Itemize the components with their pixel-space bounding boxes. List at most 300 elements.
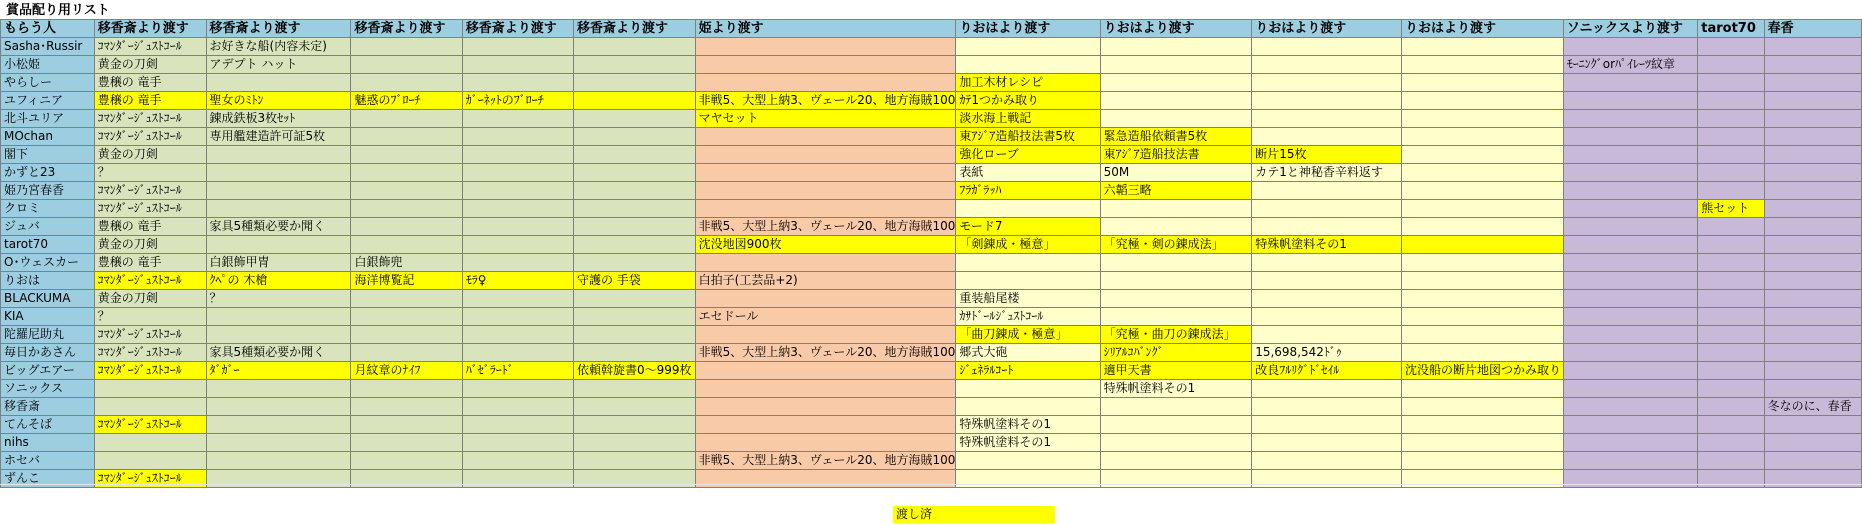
prize-cell[interactable]: 非戦5、大型上納3、ヴェール20、地方海賊100 [695, 452, 956, 470]
prize-cell[interactable] [351, 56, 462, 74]
prize-cell[interactable] [956, 56, 1100, 74]
prize-cell[interactable] [573, 200, 695, 218]
prize-cell[interactable]: 依頼斡旋書0～999枚 [573, 362, 695, 380]
prize-cell[interactable] [695, 254, 956, 272]
prize-cell[interactable]: ｶｻﾄﾞｰﾙｼﾞｭｽﾄｺｰﾙ [956, 308, 1100, 326]
prize-cell[interactable] [573, 344, 695, 362]
prize-cell[interactable] [1100, 290, 1252, 308]
prize-cell[interactable]: 強化ローブ [956, 146, 1100, 164]
prize-cell[interactable] [206, 434, 351, 452]
prize-cell[interactable] [1698, 74, 1764, 92]
prize-cell[interactable] [573, 254, 695, 272]
prize-cell[interactable] [462, 452, 573, 470]
prize-cell[interactable]: 50M [1100, 164, 1252, 182]
prize-cell[interactable] [1100, 110, 1252, 128]
prize-cell[interactable]: アデプト ハット [206, 56, 351, 74]
prize-cell[interactable]: 郷式大砲 [956, 344, 1100, 362]
prize-cell[interactable] [695, 182, 956, 200]
prize-cell[interactable] [206, 326, 351, 344]
prize-cell[interactable] [1764, 110, 1861, 128]
prize-cell[interactable] [351, 380, 462, 398]
prize-cell[interactable] [695, 128, 956, 146]
prize-cell[interactable] [573, 380, 695, 398]
prize-cell[interactable]: 家具5種類必要か聞く [206, 344, 351, 362]
header-cell[interactable]: ソニックスより渡す [1563, 20, 1698, 38]
prize-cell[interactable] [1100, 200, 1252, 218]
prize-cell[interactable] [1252, 290, 1402, 308]
prize-cell[interactable] [351, 308, 462, 326]
prize-cell[interactable]: 聖女のﾐﾄﾝ [206, 92, 351, 110]
prize-cell[interactable] [1764, 164, 1861, 182]
prize-cell[interactable]: ｺﾏﾝﾀﾞｰｼﾞｭｽﾄｺｰﾙ [94, 110, 206, 128]
prize-cell[interactable] [1402, 164, 1564, 182]
header-cell[interactable]: tarot70 [1698, 20, 1764, 38]
recipient-cell[interactable]: かずと23 [1, 164, 95, 182]
prize-cell[interactable]: 淡水海上戦記 [956, 110, 1100, 128]
header-cell[interactable]: もらう人 [1, 20, 95, 38]
prize-cell[interactable] [1698, 218, 1764, 236]
prize-cell[interactable]: 家具5種類必要か聞く [206, 218, 351, 236]
prize-cell[interactable] [1764, 290, 1861, 308]
prize-cell[interactable]: 豊穣の 竜手 [94, 218, 206, 236]
prize-cell[interactable]: 熊セット [1698, 200, 1764, 218]
recipient-cell[interactable]: りおは [1, 272, 95, 290]
prize-cell[interactable] [1698, 146, 1764, 164]
prize-cell[interactable] [462, 326, 573, 344]
recipient-cell[interactable]: MOchan [1, 128, 95, 146]
prize-cell[interactable] [1563, 344, 1698, 362]
header-cell[interactable]: 移香斎より渡す [94, 20, 206, 38]
prize-cell[interactable]: モード7 [956, 218, 1100, 236]
prize-cell[interactable] [1764, 56, 1861, 74]
recipient-cell[interactable]: KIA [1, 308, 95, 326]
prize-cell[interactable] [1252, 182, 1402, 200]
prize-cell[interactable] [1563, 128, 1698, 146]
header-cell[interactable]: 移香斎より渡す [206, 20, 351, 38]
prize-cell[interactable] [695, 164, 956, 182]
header-cell[interactable]: りおはより渡す [1100, 20, 1252, 38]
prize-cell[interactable] [206, 200, 351, 218]
prize-cell[interactable] [1698, 236, 1764, 254]
prize-cell[interactable]: 表紙 [956, 164, 1100, 182]
header-cell[interactable]: 姫より渡す [695, 20, 956, 38]
prize-cell[interactable] [351, 290, 462, 308]
prize-cell[interactable] [351, 416, 462, 434]
recipient-cell[interactable]: ジュバ [1, 218, 95, 236]
prize-cell[interactable] [695, 74, 956, 92]
prize-cell[interactable] [1563, 308, 1698, 326]
prize-cell[interactable] [1252, 272, 1402, 290]
prize-cell[interactable] [573, 416, 695, 434]
prize-cell[interactable] [206, 398, 351, 416]
prize-cell[interactable] [1563, 92, 1698, 110]
prize-cell[interactable]: 黄金の刀剣 [94, 56, 206, 74]
prize-cell[interactable] [1764, 272, 1861, 290]
prize-cell[interactable] [1563, 182, 1698, 200]
prize-cell[interactable]: 加工木材レシピ [956, 74, 1100, 92]
prize-cell[interactable] [206, 146, 351, 164]
prize-cell[interactable]: 特殊帆塗料その1 [1100, 380, 1252, 398]
prize-cell[interactable] [1764, 452, 1861, 470]
prize-cell[interactable]: ｺﾏﾝﾀﾞｰｼﾞｭｽﾄｺｰﾙ [94, 470, 206, 488]
prize-cell[interactable] [462, 416, 573, 434]
prize-cell[interactable] [1252, 92, 1402, 110]
prize-cell[interactable] [462, 380, 573, 398]
prize-cell[interactable] [351, 218, 462, 236]
prize-cell[interactable]: エセドール [695, 308, 956, 326]
header-cell[interactable]: りおはより渡す [1252, 20, 1402, 38]
prize-cell[interactable] [1698, 434, 1764, 452]
prize-cell[interactable] [1252, 380, 1402, 398]
prize-cell[interactable] [1402, 236, 1564, 254]
prize-cell[interactable] [1402, 200, 1564, 218]
recipient-cell[interactable]: 小松姫 [1, 56, 95, 74]
recipient-cell[interactable]: nihs [1, 434, 95, 452]
prize-cell[interactable] [1402, 434, 1564, 452]
prize-cell[interactable]: 黄金の刀剣 [94, 290, 206, 308]
prize-cell[interactable] [351, 344, 462, 362]
header-cell[interactable]: りおはより渡す [1402, 20, 1564, 38]
prize-cell[interactable] [1764, 416, 1861, 434]
prize-cell[interactable] [1764, 182, 1861, 200]
prize-cell[interactable]: ？ [94, 308, 206, 326]
prize-cell[interactable] [573, 434, 695, 452]
recipient-cell[interactable]: ビッグエアー [1, 362, 95, 380]
recipient-cell[interactable]: 陀羅尼助丸 [1, 326, 95, 344]
prize-cell[interactable] [695, 290, 956, 308]
prize-cell[interactable] [94, 434, 206, 452]
prize-cell[interactable] [1563, 254, 1698, 272]
prize-cell[interactable] [1100, 416, 1252, 434]
prize-cell[interactable] [1100, 218, 1252, 236]
prize-cell[interactable] [1563, 434, 1698, 452]
prize-cell[interactable] [351, 146, 462, 164]
prize-cell[interactable] [1698, 308, 1764, 326]
recipient-cell[interactable]: ずんこ [1, 470, 95, 488]
prize-cell[interactable] [1402, 218, 1564, 236]
prize-cell[interactable] [573, 38, 695, 56]
prize-cell[interactable] [206, 164, 351, 182]
prize-cell[interactable] [1563, 146, 1698, 164]
prize-cell[interactable]: ｶﾃ1つかみ取り [956, 92, 1100, 110]
prize-cell[interactable]: 非戦5、大型上納3、ヴェール20、地方海賊100 [695, 92, 956, 110]
prize-cell[interactable] [1402, 398, 1564, 416]
prize-cell[interactable] [1252, 254, 1402, 272]
prize-cell[interactable] [1100, 74, 1252, 92]
prize-cell[interactable] [573, 182, 695, 200]
prize-cell[interactable] [94, 380, 206, 398]
prize-cell[interactable] [1402, 74, 1564, 92]
prize-cell[interactable]: ？ [94, 164, 206, 182]
prize-cell[interactable] [462, 344, 573, 362]
prize-cell[interactable] [1563, 218, 1698, 236]
prize-cell[interactable] [1563, 416, 1698, 434]
prize-cell[interactable] [351, 38, 462, 56]
prize-cell[interactable] [1252, 56, 1402, 74]
prize-cell[interactable] [351, 182, 462, 200]
prize-cell[interactable] [1563, 326, 1698, 344]
prize-cell[interactable]: カテ1と神秘香辛料返す [1252, 164, 1402, 182]
prize-cell[interactable] [1402, 452, 1564, 470]
prize-cell[interactable] [1100, 92, 1252, 110]
prize-cell[interactable] [573, 308, 695, 326]
prize-cell[interactable]: 冬なのに、春香 [1764, 398, 1861, 416]
prize-cell[interactable] [351, 434, 462, 452]
prize-cell[interactable]: ｺﾏﾝﾀﾞｰｼﾞｭｽﾄｺｰﾙ [94, 344, 206, 362]
prize-cell[interactable] [573, 146, 695, 164]
recipient-cell[interactable]: ホセバ [1, 452, 95, 470]
prize-cell[interactable]: ｶﾞｰﾈｯﾄのﾌﾞﾛｰﾁ [462, 92, 573, 110]
prize-cell[interactable]: 断片15枚 [1252, 146, 1402, 164]
prize-cell[interactable] [1563, 362, 1698, 380]
prize-cell[interactable] [1698, 452, 1764, 470]
prize-cell[interactable]: ？ [206, 290, 351, 308]
recipient-cell[interactable]: 姫乃宮春香 [1, 182, 95, 200]
prize-cell[interactable] [94, 452, 206, 470]
prize-cell[interactable] [1100, 398, 1252, 416]
prize-cell[interactable] [1402, 308, 1564, 326]
prize-cell[interactable] [956, 452, 1100, 470]
prize-cell[interactable] [1252, 128, 1402, 146]
prize-cell[interactable] [462, 434, 573, 452]
prize-cell[interactable]: ﾊﾞｾﾞﾗｰﾄﾞ [462, 362, 573, 380]
prize-cell[interactable] [462, 56, 573, 74]
prize-cell[interactable]: ｺﾏﾝﾀﾞｰｼﾞｭｽﾄｺｰﾙ [94, 272, 206, 290]
prize-cell[interactable] [1402, 110, 1564, 128]
prize-cell[interactable] [1764, 92, 1861, 110]
prize-cell[interactable] [351, 128, 462, 146]
header-cell[interactable]: 移香斎より渡す [573, 20, 695, 38]
header-cell[interactable]: 春香 [1764, 20, 1861, 38]
prize-cell[interactable]: 「曲刀錬成・極意」 [956, 326, 1100, 344]
prize-cell[interactable] [1402, 272, 1564, 290]
prize-cell[interactable] [1563, 38, 1698, 56]
prize-cell[interactable] [1100, 434, 1252, 452]
prize-cell[interactable] [1252, 416, 1402, 434]
prize-cell[interactable] [462, 308, 573, 326]
prize-cell[interactable] [1698, 362, 1764, 380]
recipient-cell[interactable]: O･ウェスカー [1, 254, 95, 272]
prize-cell[interactable] [695, 56, 956, 74]
prize-cell[interactable] [695, 200, 956, 218]
prize-cell[interactable] [1698, 272, 1764, 290]
prize-cell[interactable]: 月紋章のﾅｲﾌ [351, 362, 462, 380]
prize-cell[interactable]: 東ｱｼﾞｱ造船技法書 [1100, 146, 1252, 164]
prize-cell[interactable] [1764, 200, 1861, 218]
prize-cell[interactable] [1100, 272, 1252, 290]
prize-cell[interactable] [1402, 254, 1564, 272]
prize-cell[interactable] [573, 92, 695, 110]
prize-cell[interactable]: 特殊帆塗料その1 [1252, 236, 1402, 254]
prize-cell[interactable] [956, 398, 1100, 416]
recipient-cell[interactable]: tarot70 [1, 236, 95, 254]
prize-cell[interactable]: ﾀﾞｶﾞｰ [206, 362, 351, 380]
prize-cell[interactable] [695, 434, 956, 452]
prize-cell[interactable] [1764, 38, 1861, 56]
prize-cell[interactable]: 沈没地図900枚 [695, 236, 956, 254]
prize-cell[interactable]: 六韜三略 [1100, 182, 1252, 200]
prize-cell[interactable] [573, 236, 695, 254]
prize-cell[interactable] [1764, 236, 1861, 254]
prize-cell[interactable] [1563, 272, 1698, 290]
recipient-cell[interactable]: ユフィニア [1, 92, 95, 110]
prize-cell[interactable]: 適甲天書 [1100, 362, 1252, 380]
prize-cell[interactable] [1402, 146, 1564, 164]
prize-cell[interactable] [1563, 110, 1698, 128]
recipient-cell[interactable]: 北斗ユリア [1, 110, 95, 128]
prize-cell[interactable] [462, 38, 573, 56]
prize-cell[interactable]: 沈没船の断片地図つかみ取り [1402, 362, 1564, 380]
prize-cell[interactable] [1402, 290, 1564, 308]
prize-cell[interactable] [1563, 398, 1698, 416]
prize-cell[interactable] [462, 128, 573, 146]
prize-cell[interactable] [462, 182, 573, 200]
prize-cell[interactable]: ｺﾏﾝﾀﾞｰｼﾞｭｽﾄｺｰﾙ [94, 200, 206, 218]
prize-cell[interactable]: 錬成鉄板3枚ｾｯﾄ [206, 110, 351, 128]
prize-cell[interactable] [1698, 344, 1764, 362]
prize-cell[interactable] [573, 398, 695, 416]
prize-cell[interactable] [573, 128, 695, 146]
prize-cell[interactable] [1252, 218, 1402, 236]
prize-cell[interactable]: お好きな船(内容未定) [206, 38, 351, 56]
prize-cell[interactable] [351, 74, 462, 92]
header-cell[interactable]: 移香斎より渡す [462, 20, 573, 38]
prize-cell[interactable]: 東ｱｼﾞｱ造船技法書5枚 [956, 128, 1100, 146]
prize-cell[interactable] [1563, 380, 1698, 398]
prize-cell[interactable]: 特殊帆塗料その1 [956, 434, 1100, 452]
prize-cell[interactable] [1100, 254, 1252, 272]
prize-cell[interactable] [1698, 290, 1764, 308]
prize-cell[interactable]: ｺﾏﾝﾀﾞｰｼﾞｭｽﾄｺｰﾙ [94, 182, 206, 200]
prize-cell[interactable]: ｸﾍﾟの 木槍 [206, 272, 351, 290]
prize-cell[interactable] [1252, 74, 1402, 92]
prize-cell[interactable] [1402, 128, 1564, 146]
prize-cell[interactable] [1698, 398, 1764, 416]
prize-cell[interactable] [956, 38, 1100, 56]
prize-cell[interactable] [462, 290, 573, 308]
prize-cell[interactable] [1698, 416, 1764, 434]
prize-cell[interactable] [1402, 380, 1564, 398]
prize-cell[interactable] [1100, 56, 1252, 74]
prize-cell[interactable]: ｼﾘｱﾙｺﾊﾞﾝｸﾞ [1100, 344, 1252, 362]
prize-cell[interactable]: ｺﾏﾝﾀﾞｰｼﾞｭｽﾄｺｰﾙ [94, 326, 206, 344]
prize-cell[interactable] [351, 398, 462, 416]
prize-cell[interactable] [573, 452, 695, 470]
prize-cell[interactable] [956, 380, 1100, 398]
prize-cell[interactable] [1698, 254, 1764, 272]
prize-cell[interactable]: 「究極・曲刀の錬成法」 [1100, 326, 1252, 344]
prize-cell[interactable]: ｺﾏﾝﾀﾞｰｼﾞｭｽﾄｺｰﾙ [94, 128, 206, 146]
prize-cell[interactable] [462, 254, 573, 272]
prize-cell[interactable] [1764, 326, 1861, 344]
prize-cell[interactable]: 15,698,542ﾄﾞｩ [1252, 344, 1402, 362]
prize-cell[interactable] [1563, 200, 1698, 218]
prize-cell[interactable] [206, 308, 351, 326]
prize-cell[interactable] [573, 326, 695, 344]
prize-cell[interactable] [462, 74, 573, 92]
recipient-cell[interactable]: やらしー [1, 74, 95, 92]
prize-cell[interactable] [956, 272, 1100, 290]
recipient-cell[interactable]: クロミ [1, 200, 95, 218]
recipient-cell[interactable]: Sasha･Russir [1, 38, 95, 56]
prize-cell[interactable]: 重装船尾楼 [956, 290, 1100, 308]
prize-cell[interactable] [1764, 218, 1861, 236]
prize-cell[interactable] [573, 74, 695, 92]
prize-cell[interactable] [573, 110, 695, 128]
prize-cell[interactable] [351, 326, 462, 344]
prize-cell[interactable] [1402, 182, 1564, 200]
prize-cell[interactable] [462, 164, 573, 182]
prize-cell[interactable] [1252, 110, 1402, 128]
prize-cell[interactable]: ｺﾏﾝﾀﾞｰｼﾞｭｽﾄｺｰﾙ [94, 416, 206, 434]
prize-cell[interactable] [1698, 92, 1764, 110]
prize-cell[interactable] [462, 236, 573, 254]
prize-cell[interactable]: 守護の 手袋 [573, 272, 695, 290]
prize-cell[interactable]: 黄金の刀剣 [94, 146, 206, 164]
prize-cell[interactable] [1764, 362, 1861, 380]
prize-cell[interactable] [462, 200, 573, 218]
prize-cell[interactable]: 改良ﾌﾙﾘｸﾞﾄﾞｾｲﾙ [1252, 362, 1402, 380]
prize-cell[interactable] [1563, 236, 1698, 254]
prize-cell[interactable]: 非戦5、大型上納3、ヴェール20、地方海賊100 [695, 218, 956, 236]
prize-cell[interactable]: 白銀飾甲冑 [206, 254, 351, 272]
prize-cell[interactable] [1698, 56, 1764, 74]
prize-cell[interactable] [695, 326, 956, 344]
prize-cell[interactable]: 豊穣の 竜手 [94, 74, 206, 92]
prize-cell[interactable] [1252, 308, 1402, 326]
prize-cell[interactable] [1764, 128, 1861, 146]
prize-cell[interactable]: 特殊帆塗料その1 [956, 416, 1100, 434]
prize-cell[interactable] [351, 200, 462, 218]
prize-cell[interactable] [462, 146, 573, 164]
prize-cell[interactable] [573, 56, 695, 74]
prize-cell[interactable] [1563, 74, 1698, 92]
prize-cell[interactable]: ｼﾞｪﾈﾗﾙｺｰﾄ [956, 362, 1100, 380]
prize-cell[interactable] [1698, 110, 1764, 128]
prize-cell[interactable] [1402, 56, 1564, 74]
recipient-cell[interactable]: BLACKUMA [1, 290, 95, 308]
prize-cell[interactable]: 豊穣の 竜手 [94, 254, 206, 272]
prize-cell[interactable] [1252, 38, 1402, 56]
prize-cell[interactable] [206, 182, 351, 200]
prize-cell[interactable] [351, 164, 462, 182]
prize-cell[interactable] [1402, 344, 1564, 362]
prize-cell[interactable] [1402, 92, 1564, 110]
prize-cell[interactable]: 魅惑のﾌﾞﾛｰﾁ [351, 92, 462, 110]
prize-cell[interactable] [1402, 38, 1564, 56]
prize-cell[interactable] [1698, 380, 1764, 398]
prize-cell[interactable] [695, 146, 956, 164]
prize-cell[interactable] [573, 218, 695, 236]
recipient-cell[interactable]: てんそば [1, 416, 95, 434]
prize-cell[interactable] [1252, 200, 1402, 218]
prize-cell[interactable] [351, 236, 462, 254]
prize-cell[interactable] [351, 452, 462, 470]
prize-cell[interactable] [1764, 254, 1861, 272]
prize-cell[interactable]: 「究極・剣の錬成法」 [1100, 236, 1252, 254]
prize-cell[interactable] [206, 74, 351, 92]
prize-cell[interactable] [206, 452, 351, 470]
recipient-cell[interactable]: 閣下 [1, 146, 95, 164]
prize-cell[interactable] [1764, 344, 1861, 362]
prize-cell[interactable]: 専用艦建造許可証5枚 [206, 128, 351, 146]
prize-cell[interactable] [1764, 434, 1861, 452]
recipient-cell[interactable]: ソニックス [1, 380, 95, 398]
prize-cell[interactable] [695, 362, 956, 380]
prize-cell[interactable] [1402, 416, 1564, 434]
prize-cell[interactable] [206, 380, 351, 398]
prize-cell[interactable] [1252, 326, 1402, 344]
